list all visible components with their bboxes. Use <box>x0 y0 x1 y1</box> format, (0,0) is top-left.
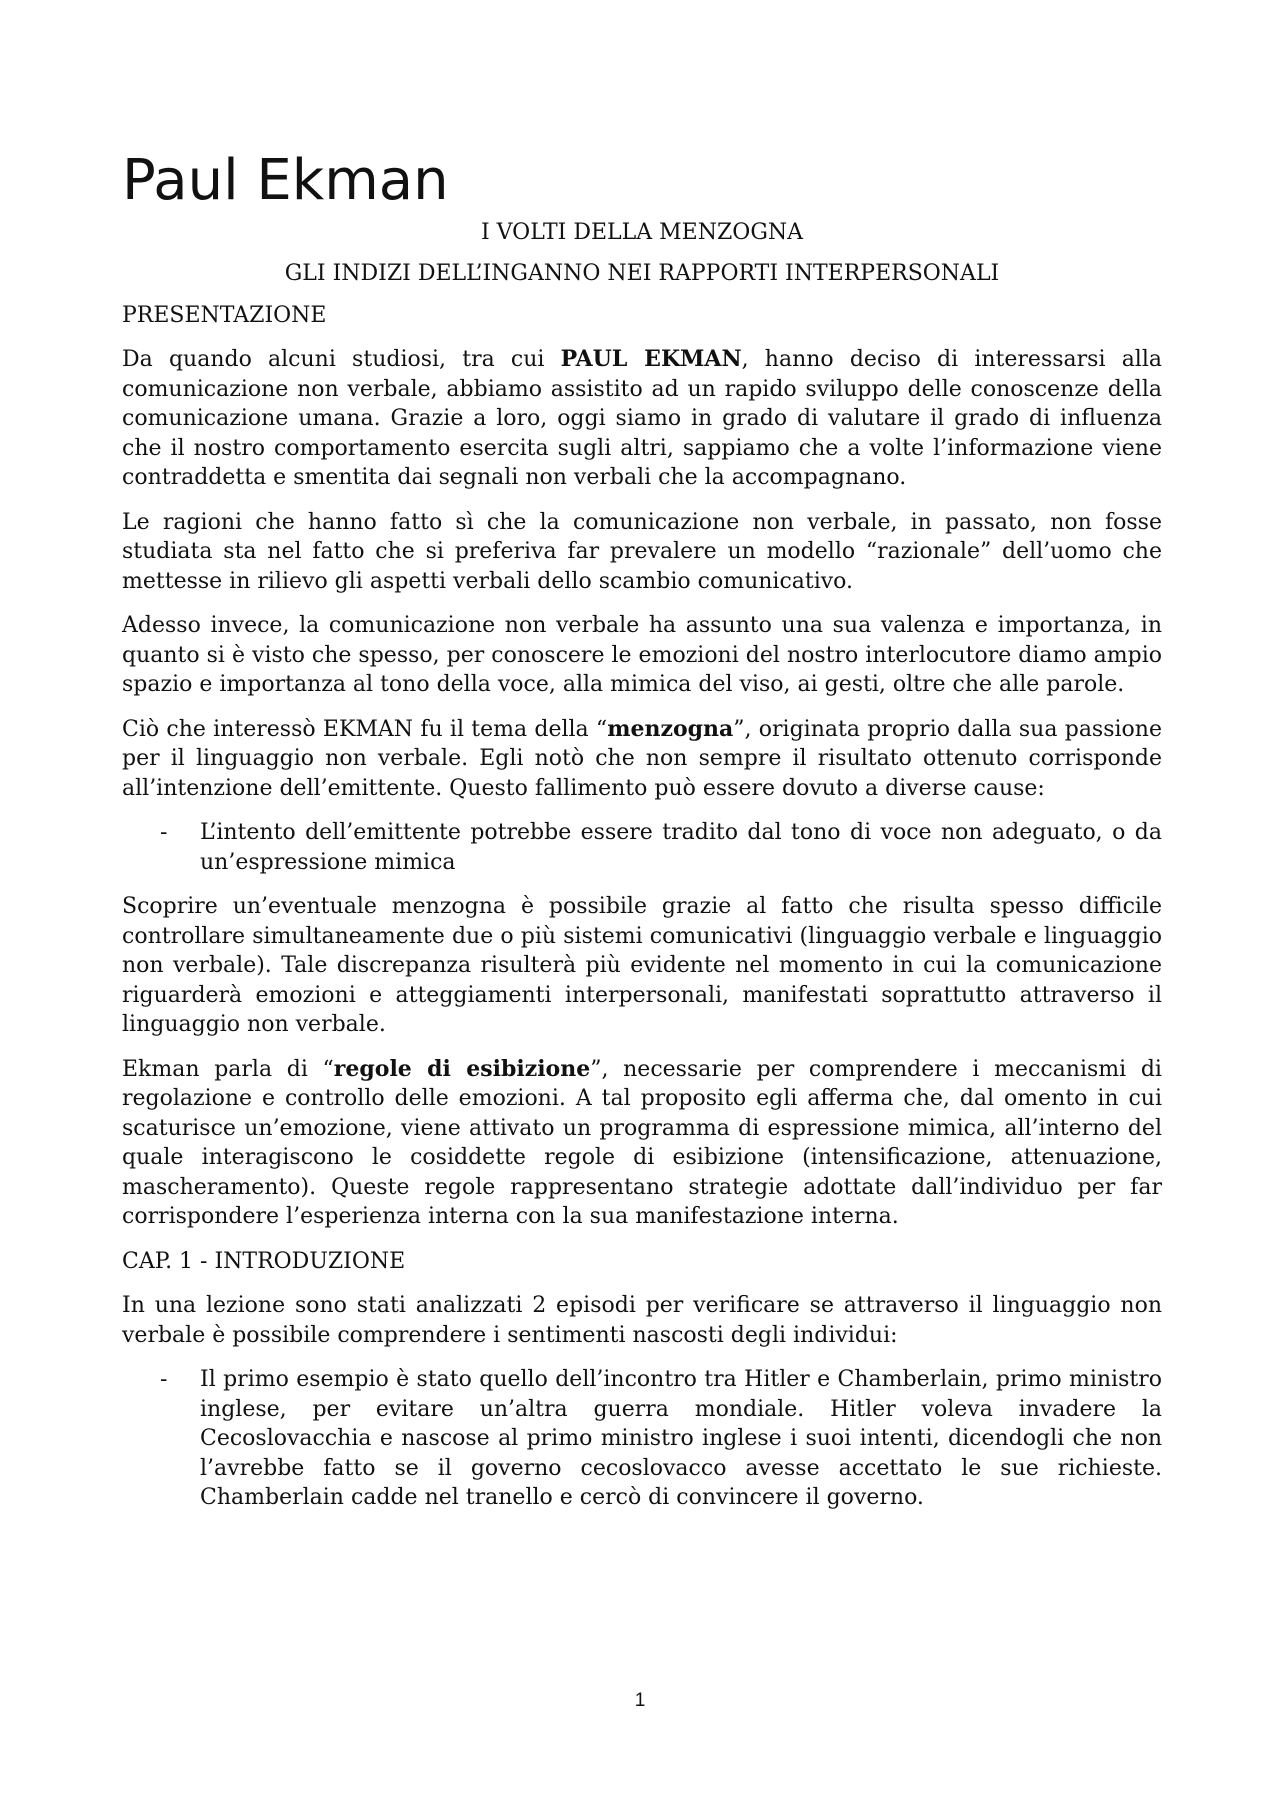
list-item: - Il primo esempio è stato quello dell’incontro tra Hitler e Chamberlain, primo ministro inglese, per evitare un’altra guerra mondiale. Hitler voleva invadere la Cecoslovacchia e nascose al primo ministro inglese i suoi intenti, dicendogli che non l’avrebbe fatto se il governo cecoslovacco avesse accettato le sue richieste. Chamberlain cadde nel tranello e cercò di convincere il governo. <box>160 1367 1162 1511</box>
document-title: Paul Ekman <box>122 148 449 213</box>
bullet-list-1 <box>122 818 1162 877</box>
paragraph-2: Le ragioni che hanno fatto sì che la comunicazione non verbale, in passato, non fosse studiata sta nel fatto che si preferiva far prevalere un modello “razionale” dell’uomo che mettesse in rilievo gli aspetti verbali dello scambio comunicativo. <box>122 509 1162 594</box>
paragraph-5: Scoprire un’eventuale menzogna è possibile grazie al fatto che risulta spesso difficile controllare simultaneamente due o più sistemi comunicativi (linguaggio verbale e linguaggio non verbale). Tale discrepanza risulterà più evidente nel momento in cui la comunicazione riguarderà emozioni e atteggiamenti interpersonali, manifestati soprattutto attraverso il linguaggio non verbale. <box>122 894 1162 1038</box>
paragraph-3: Adesso invece, la comunicazione non verbale ha assunto una sua valenza e importanza, in quanto si è visto che spesso, per conoscere le emozioni del nostro interlocutore diamo ampio spazio e importanza al tono della voce, alla mimica del viso, ai gesti, oltre che alle parole. <box>122 613 1162 698</box>
section-heading-introduzione: CAP. 1 - INTRODUZIONE <box>122 1248 406 1274</box>
bold-term-menzogna: menzogna <box>607 715 734 742</box>
list-item: - L’intento dell’emittente potrebbe essere tradito dal tono di voce non adeguato, o da un’espressione mimica <box>160 820 1162 875</box>
paragraph-1: Da quando alcuni studiosi, tra cui PAUL EKMAN, hanno deciso di interessarsi alla comunicazione non verbale, abbiamo assistito ad un rapido sviluppo delle conoscenze della comunicazione umana. Grazie a loro, oggi siamo in grado di valutare il grado di influenza che il nostro comportamento esercita sugli altri, sappiamo che a volte l’informazione viene contraddetta e smentita dai segnali non verbali che la accompagnano. <box>122 346 1162 491</box>
paragraph-7: In una lezione sono stati analizzati 2 episodi per verificare se attraverso il linguaggio non verbale è possibile comprendere i sentimenti nascosti degli individui: <box>122 1293 1162 1348</box>
dash-bullet: - <box>160 820 168 846</box>
page-number: 1 <box>634 1690 646 1711</box>
bullet-list-2 <box>122 1365 1162 1513</box>
paragraph-6: Ekman parla di “regole di esibizione”, necessarie per comprendere i meccanismi di regolazione e controllo delle emozioni. A tal proposito egli afferma che, dal omento in cui scaturisce un’emozione, viene attivato un programma di espressione mimica, all’interno del quale interagiscono le cosiddette regole di esibizione (intensificazione, attenuazione, mascheramento). Queste regole rappresentano strategie adottate dall’individuo per far corrispondere l’esperienza interna con la sua manifestazione interna. <box>122 1055 1162 1230</box>
paragraph-4: Ciò che interessò EKMAN fu il tema della “menzogna”, originata proprio dalla sua passione per il linguaggio non verbale. Egli notò che non sempre il risultato ottenuto corrisponde all’intenzione dell’emittente. Questo fallimento può essere dovuto a diverse cause: <box>122 715 1162 801</box>
dash-bullet: - <box>160 1367 168 1393</box>
section-heading-presentazione: PRESENTAZIONE <box>122 302 327 328</box>
book-title: I VOLTI DELLA MENZOGNA <box>480 219 804 245</box>
book-subtitle: GLI INDIZI DELL’INGANNO NEI RAPPORTI INTERPERSONALI <box>284 261 1000 287</box>
bold-term-regole: regole di esibizione <box>333 1055 591 1082</box>
bold-name: PAUL EKMAN <box>560 346 742 373</box>
document-page <box>122 150 1162 1528</box>
